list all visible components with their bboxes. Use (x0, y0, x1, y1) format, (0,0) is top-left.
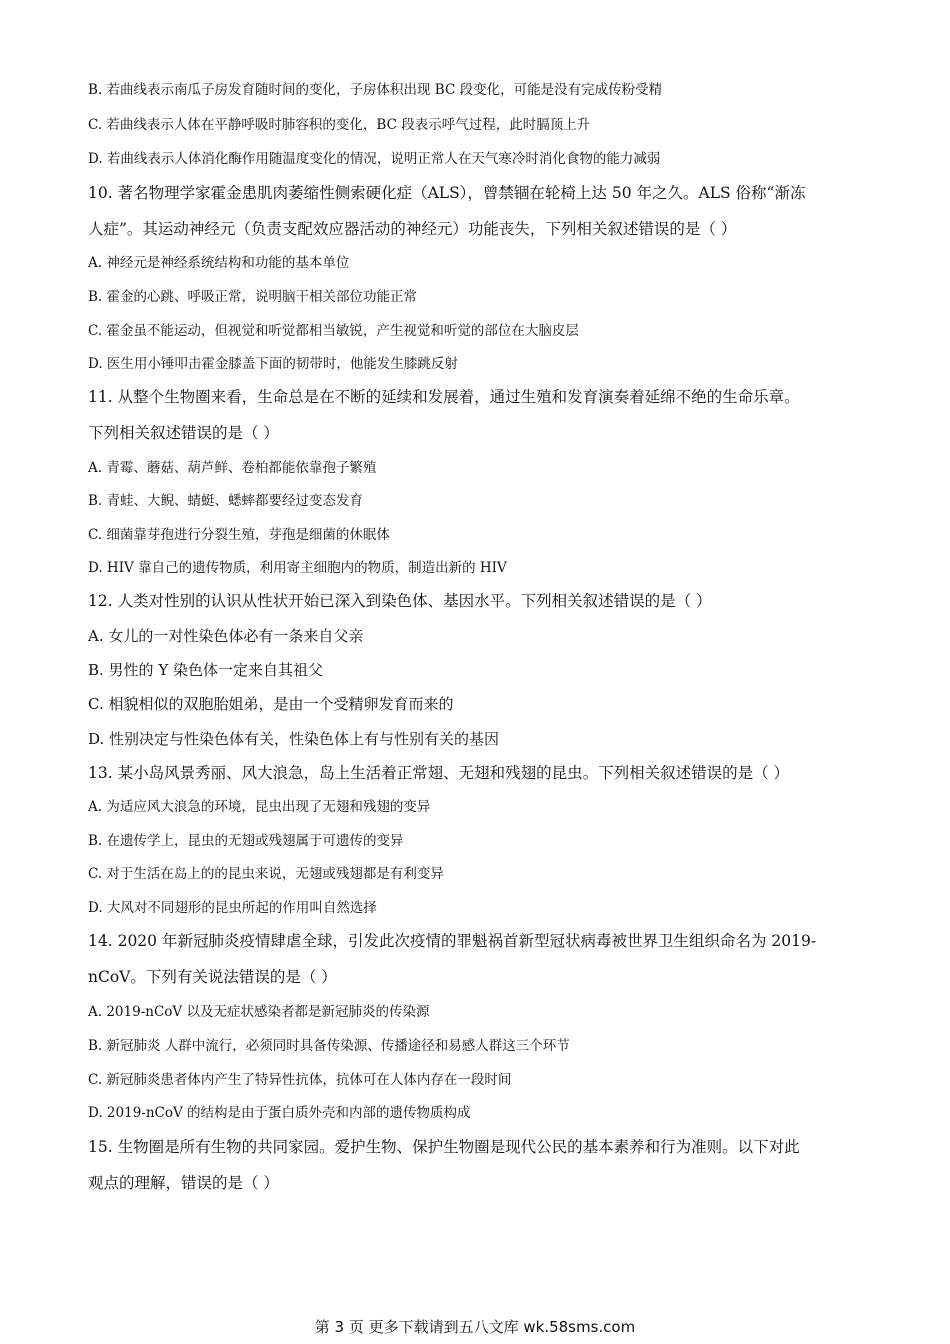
q12-option-a: A. 女儿的一对性染色体必有一条来自父亲 (88, 627, 364, 645)
q13-option-a: A. 为适应风大浪急的环境，昆虫出现了无翅和残翅的变异 (88, 799, 431, 815)
q10-stem-line2: 人症”。其运动神经元（负责支配效应器活动的神经元）功能丧失，下列相关叙述错误的是（ ） (88, 220, 737, 238)
q12-stem: 12. 人类对性别的认识从性状开始已深入到染色体、基因水平。下列相关叙述错误的是（ ） (88, 592, 712, 610)
q11-stem-line1: 11. 从整个生物圈来看，生命总是在不断的延续和发展着，通过生殖和发育演奏着延绵不绝的生命乐章。 (88, 388, 800, 406)
q14-option-b: B. 新冠肺炎 人群中流行，必须同时具备传染源、传播途径和易感人群这三个环节 (88, 1038, 570, 1054)
q12-option-b: B. 男性的 Y 染色体一定来自其祖父 (88, 661, 323, 679)
q14-option-c: C. 新冠肺炎患者体内产生了特异性抗体，抗体可在人体内存在一段时间 (88, 1072, 512, 1088)
q15-stem-line1: 15. 生物圈是所有生物的共同家园。爱护生物、保护生物圈是现代公民的基本素养和行为准则。以下对此 (88, 1138, 800, 1156)
q13-option-c: C. 对于生活在岛上的的昆虫来说，无翅或残翅都是有利变异 (88, 866, 444, 882)
q9-option-b: B. 若曲线表示南瓜子房发育随时间的变化，子房体积出现 BC 段变化，可能是没有完成传粉受精 (88, 82, 663, 98)
q13-stem: 13. 某小岛风景秀丽、风大浪急，岛上生活着正常翅、无翅和残翅的昆虫。下列相关叙述错误的是（ ） (88, 764, 790, 782)
q12-option-c: C. 相貌相似的双胞胎姐弟，是由一个受精卵发育而来的 (88, 695, 454, 713)
q15-stem-line2: 观点的理解，错误的是（ ） (88, 1174, 279, 1192)
q11-option-a: A. 青霉、蘑菇、葫芦鲜、卷柏都能依靠孢子繁殖 (88, 460, 377, 476)
q10-stem-line1: 10. 著名物理学家霍金患肌肉萎缩性侧索硬化症（ALS），曾禁锢在轮椅上达 50 年之久。ALS 俗称“渐冻 (88, 184, 806, 202)
q10-option-c: C. 霍金虽不能运动，但视觉和听觉都相当敏锐，产生视觉和听觉的部位在大脑皮层 (88, 323, 579, 339)
q14-stem-line1: 14. 2020 年新冠肺炎疫情肆虐全球，引发此次疫情的罪魁祸首新型冠状病毒被世界卫生组织命名为 2019- (88, 932, 817, 950)
q9-option-c: C. 若曲线表示人体在平静呼吸时肺容积的变化，BC 段表示呼气过程，此时膈顶上升 (88, 117, 591, 133)
q14-option-d: D. 2019-nCoV 的结构是由于蛋白质外壳和内部的遗传物质构成 (88, 1105, 471, 1121)
q13-option-b: B. 在遗传学上，昆虫的无翅或残翅属于可遗传的变异 (88, 833, 404, 849)
q11-stem-line2: 下列相关叙述错误的是（ ） (88, 424, 279, 442)
q14-option-a: A. 2019-nCoV 以及无症状感染者都是新冠肺炎的传染源 (88, 1004, 430, 1020)
q12-option-d: D. 性别决定与性染色体有关，性染色体上有与性别有关的基因 (88, 730, 500, 748)
q11-option-d: D. HIV 靠自己的遗传物质，利用寄主细胞内的物质，制造出新的 HIV (88, 560, 507, 576)
q13-option-d: D. 大风对不同翅形的昆虫所起的作用叫自然选择 (88, 900, 377, 916)
q10-option-d: D. 医生用小锤叩击霍金膝盖下面的韧带时，他能发生膝跳反射 (88, 356, 458, 372)
q10-option-b: B. 霍金的心跳、呼吸正常，说明脑干相关部位功能正常 (88, 289, 418, 305)
q14-stem-line2: nCoV。下列有关说法错误的是（ ） (88, 968, 337, 986)
q9-option-d: D. 若曲线表示人体消化酶作用随温度变化的情况，说明正常人在天气寒冷时消化食物的能力减弱 (88, 151, 661, 167)
q10-option-a: A. 神经元是神经系统结构和功能的基本单位 (88, 255, 350, 271)
page-footer: 第 3 页 更多下载请到五八文库 wk.58sms.com (314, 1318, 636, 1336)
q11-option-b: B. 青蛙、大鲵、蜻蜓、蟋蟀都要经过变态发育 (88, 493, 364, 509)
q11-option-c: C. 细菌靠芽孢进行分裂生殖，芽孢是细菌的休眠体 (88, 527, 390, 543)
